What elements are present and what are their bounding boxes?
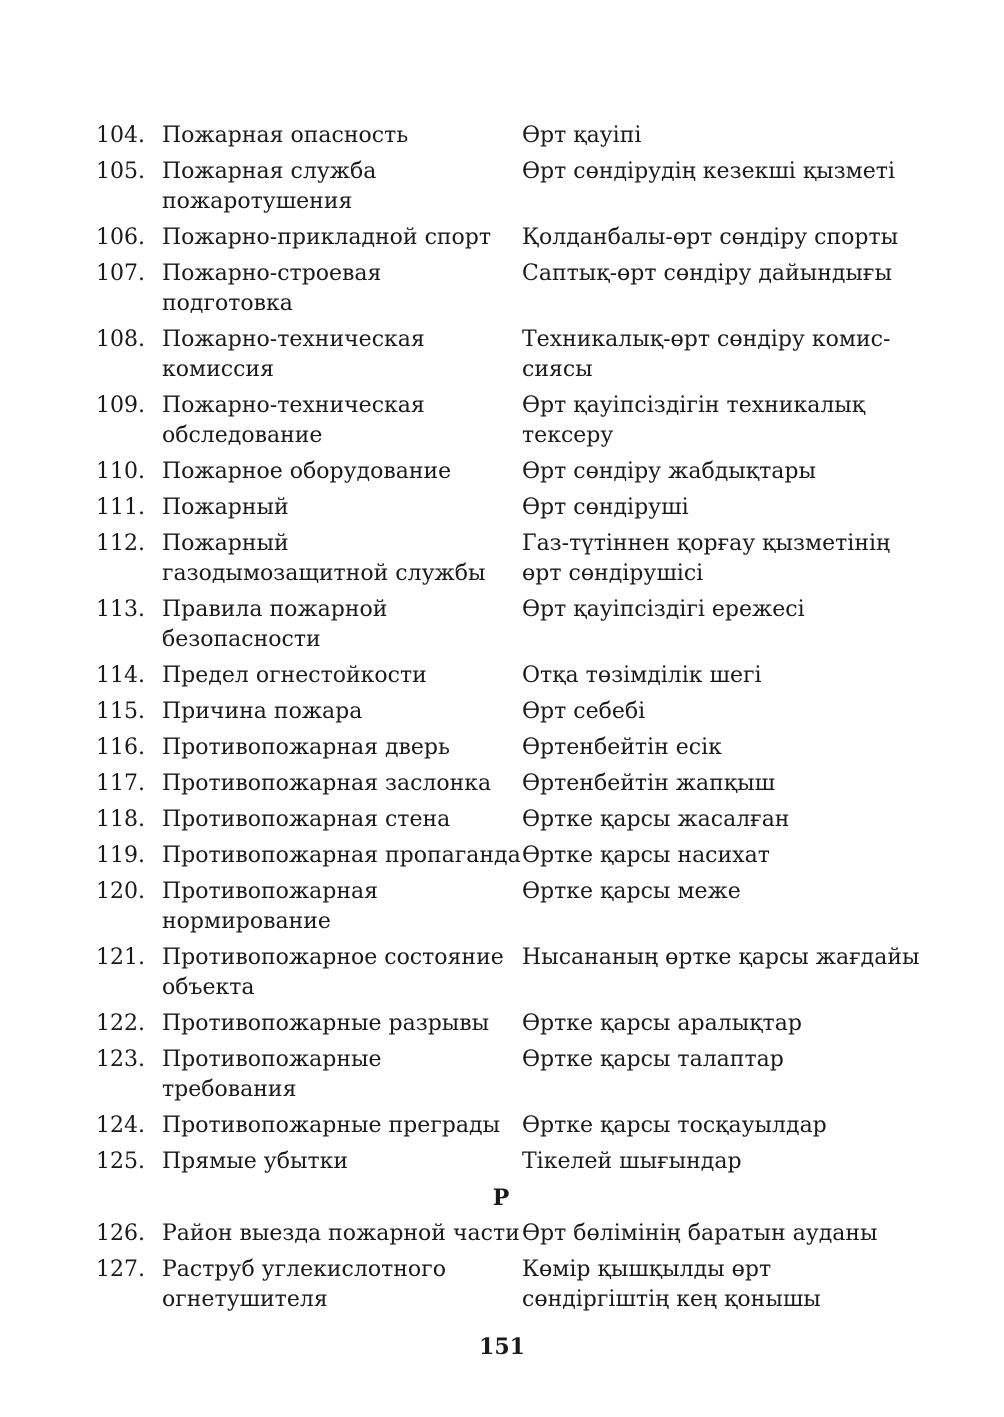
kazakh-term: Өртке қарсы меже [522, 879, 741, 904]
glossary-entry [96, 493, 926, 523]
kazakh-term: Тікелей шығындар [522, 1149, 742, 1174]
glossary-entry [96, 1009, 926, 1039]
russian-term: Противопожарная заслонка [162, 771, 492, 796]
entry-number: 110. [96, 459, 145, 484]
russian-term: Пожарно-техническая комиссия [162, 327, 425, 382]
russian-term: Противопожарные требования [162, 1047, 382, 1102]
kazakh-term: Өрт қауіпсіздігін техникалық тексеру [522, 393, 866, 448]
russian-term: Противопожарные преграды [162, 1113, 501, 1138]
entry-number: 124. [96, 1113, 145, 1138]
glossary-group-p [96, 121, 926, 1177]
russian-term: Предел огнестойкости [162, 663, 427, 688]
kazakh-term: Газ-түтіннен қорғау қызметінің өрт сөндірушісі [522, 531, 891, 586]
russian-term: Правила пожарной безопасности [162, 597, 388, 652]
entry-number: 108. [96, 327, 145, 352]
russian-term: Противопожарная пропаганда [162, 843, 521, 868]
russian-term: Противопожарные разрывы [162, 1011, 490, 1036]
glossary-entry [96, 259, 926, 319]
entry-number: 106. [96, 225, 145, 250]
glossary-entry [96, 805, 926, 835]
kazakh-term: Өрт қауіпсіздігі ережесі [522, 597, 805, 622]
kazakh-term: Қолданбалы-өрт сөндіру спорты [522, 225, 899, 250]
glossary-group-r [96, 1219, 926, 1315]
entry-number: 105. [96, 159, 145, 184]
kazakh-term: Өртке қарсы жасалған [522, 807, 790, 832]
russian-term: Противопожарная нормирование [162, 879, 378, 934]
kazakh-term: Өрт бөлімінің баратын ауданы [522, 1221, 878, 1246]
russian-term: Пожарно-строевая подготовка [162, 261, 382, 316]
glossary-entry [96, 697, 926, 727]
russian-term: Причина пожара [162, 699, 363, 724]
kazakh-term: Өрт қауіпі [522, 123, 642, 148]
russian-term: Пожарное оборудование [162, 459, 452, 484]
entry-number: 125. [96, 1149, 145, 1174]
glossary-entry [96, 1147, 926, 1177]
kazakh-term: Өрт сөндіру жабдықтары [522, 459, 816, 484]
russian-term: Пожарная служба пожаротушения [162, 159, 377, 214]
russian-term: Противопожарное состояние объекта [162, 945, 504, 1000]
page-number: 151 [479, 1334, 525, 1360]
glossary-entry [96, 223, 926, 253]
entry-number: 117. [96, 771, 145, 796]
russian-term: Раструб углекислотного огнетушителя [162, 1257, 446, 1312]
glossary-table [96, 121, 926, 1321]
russian-term: Пожарная опасность [162, 123, 409, 148]
glossary-entry [96, 325, 926, 385]
glossary-entry [96, 529, 926, 589]
entry-number: 126. [96, 1221, 145, 1246]
kazakh-term: Өртке қарсы тосқауылдар [522, 1113, 827, 1138]
glossary-entry [96, 877, 926, 937]
entry-number: 109. [96, 393, 145, 418]
kazakh-term: Саптық-өрт сөндіру дайындығы [522, 261, 892, 286]
kazakh-term: Көмір қышқылды өрт сөндіргіштің кең қонышы [522, 1257, 821, 1312]
kazakh-term: Өрт себебі [522, 699, 646, 724]
glossary-entry [96, 733, 926, 763]
glossary-entry [96, 661, 926, 691]
glossary-entry [96, 157, 926, 217]
entry-number: 111. [96, 495, 145, 520]
glossary-entry [96, 457, 926, 487]
entry-number: 127. [96, 1257, 145, 1282]
kazakh-term: Өрт сөндіруші [522, 495, 689, 520]
kazakh-term: Өрт сөндірудің кезекші қызметі [522, 159, 896, 184]
glossary-entry [96, 391, 926, 451]
glossary-entry [96, 841, 926, 871]
entry-number: 122. [96, 1011, 145, 1036]
glossary-entry [96, 1111, 926, 1141]
glossary-entry [96, 1255, 926, 1315]
entry-number: 120. [96, 879, 145, 904]
kazakh-term: Нысананың өртке қарсы жағдайы [522, 945, 920, 970]
glossary-entry [96, 769, 926, 799]
entry-number: 119. [96, 843, 145, 868]
entry-number: 116. [96, 735, 145, 760]
kazakh-term: Отқа төзімділік шегі [522, 663, 762, 688]
entry-number: 121. [96, 945, 145, 970]
entry-number: 104. [96, 123, 145, 148]
russian-term: Пожарно-техническая обследование [162, 393, 425, 448]
glossary-entry [96, 121, 926, 151]
entry-number: 118. [96, 807, 145, 832]
kazakh-term: Техникалық-өрт сөндіру комис- сиясы [522, 327, 891, 382]
glossary-entry [96, 943, 926, 1003]
russian-term: Пожарно-прикладной спорт [162, 225, 492, 250]
glossary-entry [96, 1045, 926, 1105]
entry-number: 112. [96, 531, 145, 556]
kazakh-term: Өртенбейтін жапқыш [522, 771, 776, 796]
kazakh-term: Өртке қарсы аралықтар [522, 1011, 802, 1036]
kazakh-term: Өртке қарсы насихат [522, 843, 770, 868]
russian-term: Противопожарная дверь [162, 735, 450, 760]
entry-number: 114. [96, 663, 145, 688]
russian-term: Противопожарная стена [162, 807, 451, 832]
entry-number: 107. [96, 261, 145, 286]
kazakh-term: Өртенбейтін есік [522, 735, 722, 760]
entry-number: 123. [96, 1047, 145, 1072]
entry-number: 115. [96, 699, 145, 724]
russian-term: Район выезда пожарной части [162, 1221, 520, 1246]
russian-term: Пожарный [162, 495, 289, 520]
kazakh-term: Өртке қарсы талаптар [522, 1047, 784, 1072]
glossary-entry [96, 595, 926, 655]
section-letter-heading: Р [492, 1185, 510, 1211]
russian-term: Пожарный газодымозащитной службы [162, 531, 486, 586]
russian-term: Прямые убытки [162, 1149, 349, 1174]
glossary-entry [96, 1219, 926, 1249]
entry-number: 113. [96, 597, 145, 622]
